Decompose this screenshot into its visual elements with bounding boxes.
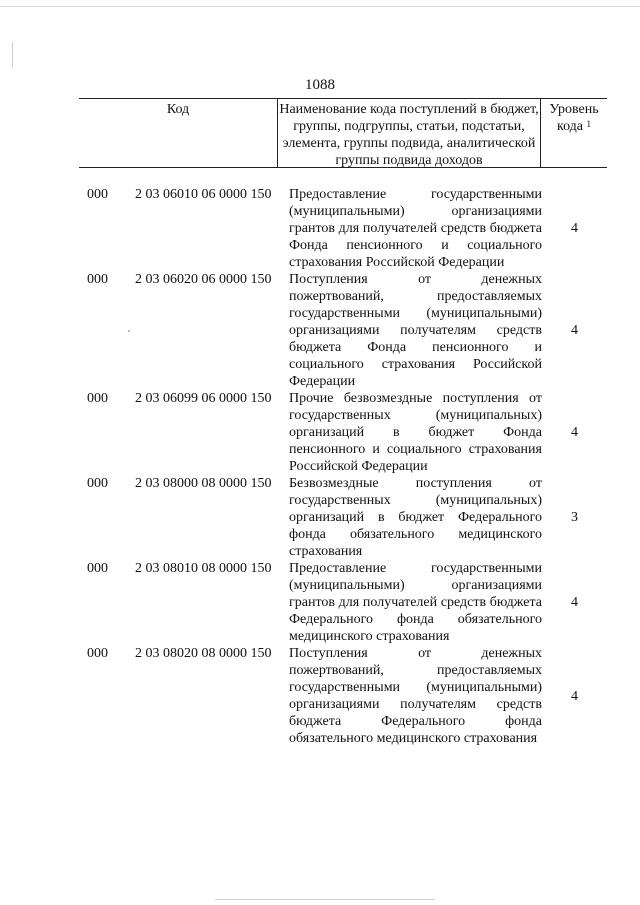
- revenue-name: Безвозмездные поступления от государственных (муниципальных) организаций в бюджет Федерального фонда обязательного медицинского страхования: [289, 476, 542, 559]
- header-level: [541, 99, 607, 167]
- header-code-label: Код: [166, 102, 190, 117]
- table-row: [79, 475, 607, 560]
- revenue-code: 2 03 08010 08 0000 150: [135, 561, 272, 576]
- admin-code: 000: [87, 561, 108, 576]
- code-level: 4: [571, 688, 578, 704]
- admin-code: 000: [87, 272, 108, 287]
- header-name-label: Наименование кода поступлений в бюджет, группы, подгруппы, статьи, подстатьи, элемента, группы подвида, аналитической группы подвида доходов: [279, 102, 539, 168]
- table-body: [79, 186, 607, 747]
- admin-code: 000: [87, 476, 108, 491]
- table-row: [79, 560, 607, 645]
- revenue-name: Предоставление государственными (муниципальными) организациями грантов для получателей средств бюджета Федерального фонда обязательного медицинского страхования: [289, 561, 542, 644]
- revenue-code: 2 03 06020 06 0000 150: [135, 272, 272, 287]
- table-row: [79, 271, 607, 390]
- revenue-code: 2 03 08000 08 0000 150: [135, 476, 272, 491]
- header-level-label: Уровень кода: [549, 102, 599, 134]
- admin-code: 000: [87, 187, 108, 202]
- header-code: [79, 99, 278, 167]
- header-name: [278, 99, 541, 167]
- table-header: [79, 98, 607, 168]
- revenue-code: 2 03 06099 06 0000 150: [135, 391, 272, 406]
- revenue-name: Прочие безвозмездные поступления от государственных (муниципальных) организаций в бюджет Фонда пенсионного и социального страхования Российской Федерации: [289, 391, 542, 474]
- table-row: [79, 390, 607, 475]
- scan-edge-bottom: [215, 899, 435, 900]
- admin-code: 000: [87, 646, 108, 661]
- table-row: [79, 645, 607, 747]
- revenue-name: Поступления от денежных пожертвований, предоставляемых государственными (муниципальными) организациями получателям средств бюджета Федерального фонда обязательного медицинского страхования: [289, 646, 542, 746]
- page-number: 1088: [305, 77, 335, 93]
- revenue-name: Поступления от денежных пожертвований, предоставляемых государственными (муниципальными) организациями получателям средств бюджета Фонда пенсионного и социального страхования Российской Федерации: [289, 272, 542, 389]
- footnote-marker: 1: [586, 119, 592, 129]
- revenue-code: 2 03 08020 08 0000 150: [135, 646, 272, 661]
- scan-artifact: [12, 42, 13, 68]
- code-level: 4: [571, 595, 578, 610]
- code-level: 4: [571, 221, 578, 236]
- table-row: [79, 186, 607, 271]
- code-level: 4: [571, 323, 578, 338]
- admin-code: 000: [87, 391, 108, 406]
- code-level: 3: [571, 510, 578, 525]
- revenue-name: Предоставление государственными (муниципальными) организациями грантов для получателей средств бюджета Фонда пенсионного и социального страхования Российской Федерации: [289, 187, 542, 270]
- code-level: 4: [571, 425, 578, 440]
- scan-edge-top: [0, 6, 640, 7]
- revenue-code: 2 03 06010 06 0000 150: [135, 187, 272, 202]
